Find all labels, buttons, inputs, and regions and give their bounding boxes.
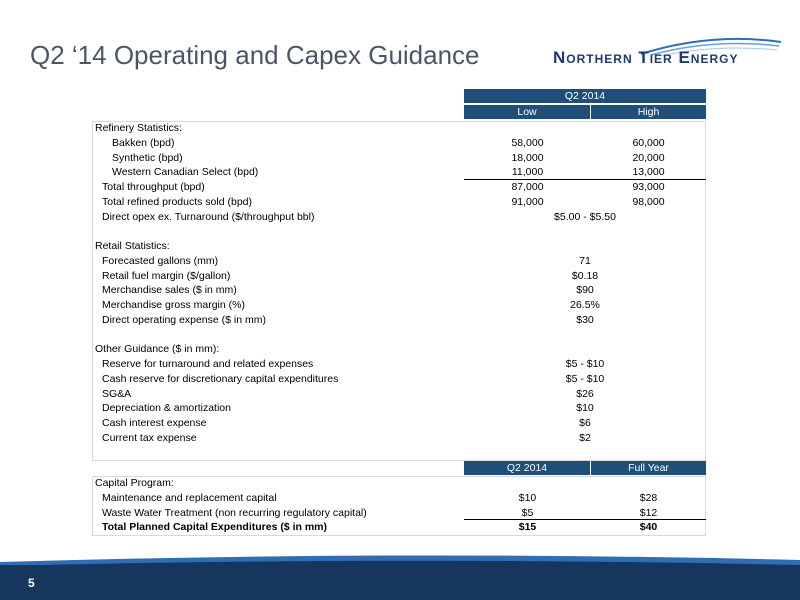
row-label: Direct operating expense ($ in mm): [102, 313, 266, 326]
row-label: Retail fuel margin ($/gallon): [102, 269, 231, 282]
table-row: [92, 195, 706, 210]
q2-value: $15: [518, 521, 537, 534]
row-value: 71: [579, 254, 591, 267]
section-title: Retail Statistics:: [95, 240, 170, 252]
row-label: Synthetic (bpd): [112, 151, 183, 164]
row-label: Merchandise sales ($ in mm): [102, 284, 237, 297]
table-row: [92, 491, 706, 506]
row-label: Total Planned Capital Expenditures ($ in mm): [102, 521, 328, 534]
table-row: [92, 372, 706, 387]
low-value: 87,000: [511, 181, 544, 193]
row-label: Cash reserve for discretionary capital expenditures: [102, 372, 339, 385]
row-label: Cash interest expense: [102, 417, 207, 429]
row-value: $5 - $10: [565, 358, 605, 370]
section-title: Capital Program:: [95, 477, 174, 489]
high-value: 60,000: [632, 136, 665, 149]
row-label: Merchandise gross margin (%): [102, 299, 245, 311]
period-header: Q2 2014: [464, 89, 706, 103]
q2-header: Q2 2014: [464, 461, 590, 475]
row-value: $10: [576, 402, 594, 415]
logo-wordmark: Northern Tier Energy: [553, 48, 739, 67]
row-label: Forecasted gallons (mm): [102, 254, 219, 267]
high-value: 98,000: [632, 195, 665, 208]
low-header: Low: [464, 105, 590, 119]
row-label: Western Canadian Select (bpd): [112, 166, 259, 179]
row-value: $0.18: [571, 269, 599, 282]
capital-body: [92, 476, 706, 535]
table-row: [92, 239, 706, 254]
table-row: [92, 520, 706, 535]
range-value: $5.00 - $5.50: [554, 210, 616, 223]
row-value: 26.5%: [570, 299, 600, 311]
section-title: Refinery Statistics:: [95, 122, 182, 134]
row-label: Reserve for turnaround and related expenses: [102, 358, 314, 370]
spacer-row: [92, 328, 706, 343]
low-value: 18,000: [511, 151, 544, 164]
table-row: [92, 416, 706, 431]
full-year-value: $40: [639, 521, 658, 534]
table-row: [92, 269, 706, 284]
high-value: 13,000: [632, 166, 665, 179]
row-label: Bakken (bpd): [112, 136, 175, 149]
q2-value: $5: [521, 506, 534, 519]
table-row: [92, 151, 706, 166]
row-value: $90: [576, 284, 594, 297]
table-row: [92, 210, 706, 225]
q2-value: $10: [518, 491, 537, 504]
full-year-value: $28: [639, 491, 658, 504]
page-title: Q2 ‘14 Operating and Capex Guidance: [30, 40, 480, 70]
low-value: 91,000: [511, 195, 544, 208]
table-row: [92, 121, 706, 136]
table-row: [92, 165, 706, 180]
row-label: Depreciation & amortization: [102, 402, 231, 415]
table-row: [92, 180, 706, 195]
row-label: SG&A: [102, 387, 132, 400]
company-logo: [553, 36, 773, 76]
table-row: [92, 401, 706, 416]
table-row: [92, 136, 706, 151]
table-row: [92, 387, 706, 402]
row-value: $30: [576, 313, 594, 326]
row-value: $5 - $10: [565, 372, 605, 385]
table-row: [92, 357, 706, 372]
high-value: 20,000: [632, 151, 665, 164]
low-value: 58,000: [511, 136, 544, 149]
table-row: [92, 283, 706, 298]
table-row: [92, 431, 706, 446]
row-value: $6: [579, 417, 591, 429]
table-row: [92, 476, 706, 491]
row-label: Total throughput (bpd): [102, 181, 205, 193]
footer-bar: [0, 565, 800, 600]
table-row: [92, 254, 706, 269]
page-number: 5: [28, 576, 35, 590]
row-label: Maintenance and replacement capital: [102, 491, 277, 504]
table-row: [92, 342, 706, 357]
row-value: $2: [579, 431, 591, 444]
section-title: Other Guidance ($ in mm):: [95, 343, 220, 356]
row-value: $26: [576, 387, 594, 400]
table-row: [92, 313, 706, 328]
table-row: [92, 506, 706, 521]
spacer-row: [92, 224, 706, 239]
full-year-value: $12: [639, 506, 658, 519]
low-value: 11,000: [511, 166, 544, 179]
table-row: [92, 298, 706, 313]
row-label: Direct opex ex. Turnaround ($/throughput bbl): [102, 210, 315, 223]
high-header: High: [591, 105, 706, 119]
high-value: 93,000: [632, 181, 665, 193]
row-label: Total refined products sold (bpd): [102, 195, 252, 208]
guidance-body: [92, 121, 706, 446]
full-year-header: Full Year: [591, 461, 706, 475]
row-label: Current tax expense: [102, 431, 197, 444]
row-label: Waste Water Treatment (non recurring regulatory capital): [102, 506, 367, 519]
